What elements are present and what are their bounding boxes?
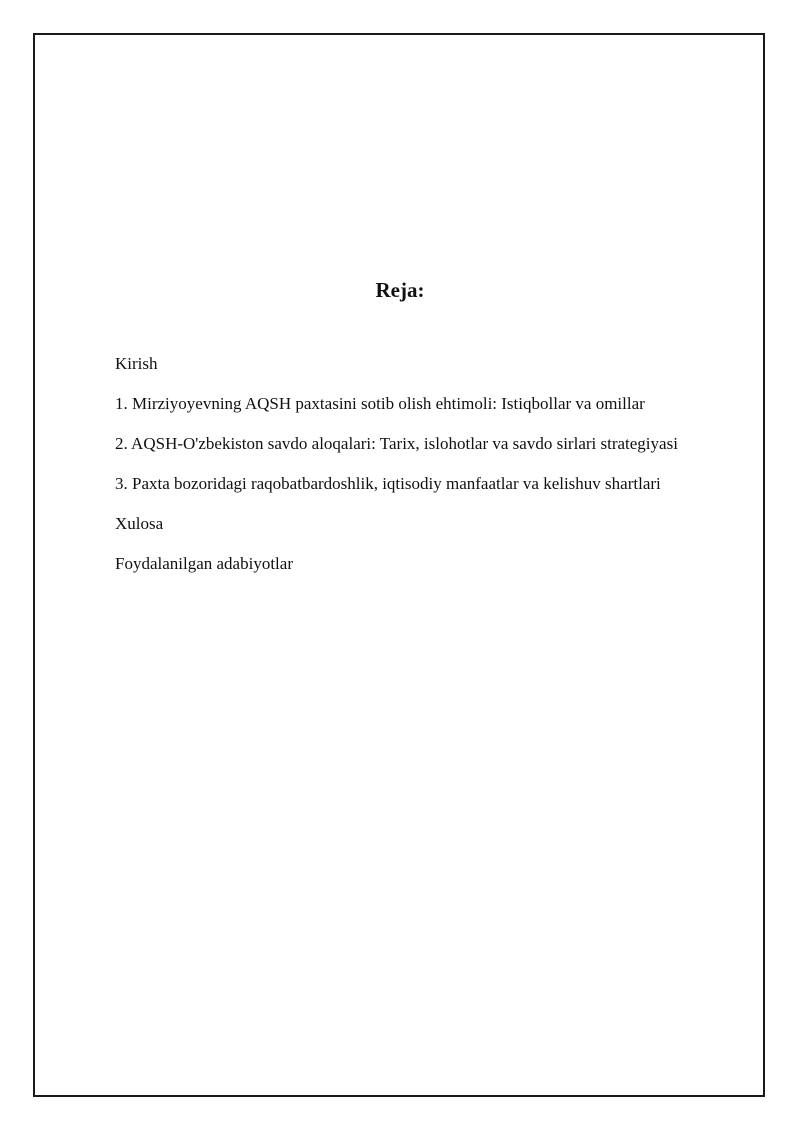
plan-item-conclusion: Xulosa: [115, 514, 164, 533]
plan-item-references: Foydalanilgan adabiyotlar: [115, 554, 293, 573]
page-title: Reja:: [375, 278, 425, 302]
plan-item-section-3: 3. Paxta bozoridagi raqobatbardoshlik, iqtisodiy manfaatlar va kelishuv shartlari: [115, 474, 661, 493]
plan-list: [115, 353, 755, 593]
plan-item-introduction: Kirish: [115, 354, 158, 373]
plan-item-section-1: 1. Mirziyoyevning AQSH paxtasini sotib olish ehtimoli: Istiqbollar va omillar: [115, 394, 645, 413]
plan-item-section-2: 2. AQSH-O'zbekiston savdo aloqalari: Tarix, islohotlar va savdo sirlari strategiyasi: [115, 434, 678, 453]
